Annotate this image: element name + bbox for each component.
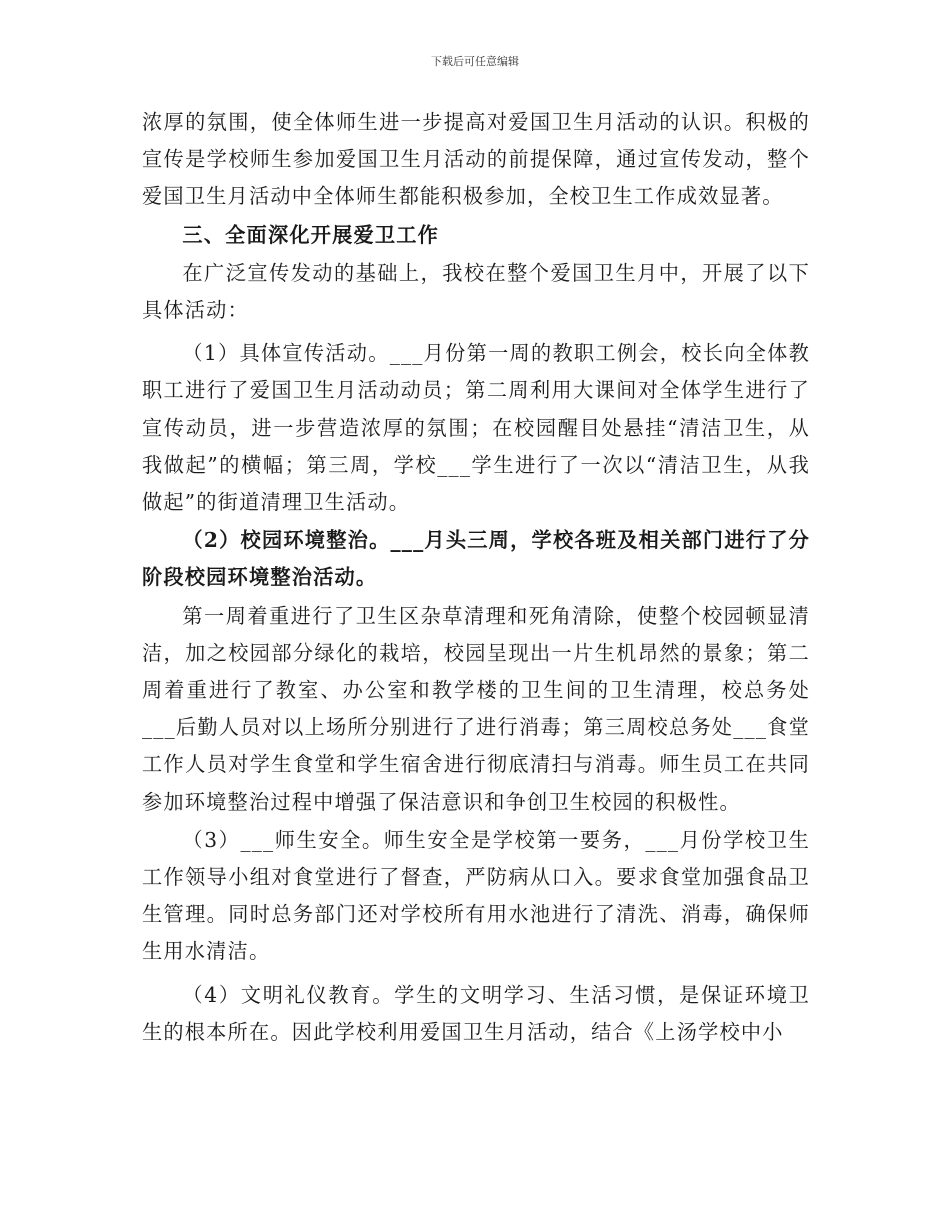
paragraph-item-4: （4）文明礼仪教育。学生的文明学习、生活习惯，是保证环境卫生的根本所在。因此学校利用爱国卫生月活动，结合《上汤学校中小 <box>142 982 810 1044</box>
paragraph-item-3: （3）___师生安全。师生安全是学校第一要务，___月份学校卫生工作领导小组对食堂进行了督查，严防病从口入。要求食堂加强食品卫生管理。同时总务部门还对学校所有用水池进行了清洗、消毒，确保师生用水清洁。 <box>142 827 810 964</box>
section-heading: 三、全面深化开展爱卫工作 <box>182 222 440 247</box>
paragraph-activities-intro: 在广泛宣传发动的基础上，我校在整个爱国卫生月中，开展了以下具体活动： <box>142 260 810 323</box>
paragraph-item-1: （1）具体宣传活动。___月份第一周的教职工例会，校长向全体教职工进行了爱国卫生月活动动员；第二周利用大课间对全体学生进行了宣传动员，进一步营造浓厚的氛围；在校园醒目处悬挂“清洁卫生，从我做起”的横幅；第三周，学校___学生进行了一次以“清洁卫生，从我做起”的街道清理卫生活动。 <box>142 341 810 515</box>
paragraph-item-2: （2）校园环境整治。___月头三周，学校各班及相关部门进行了分阶段校园环境整治活动。 <box>142 528 810 590</box>
paragraph-item-2-detail: 第一周着重进行了卫生区杂草清理和死角清除，使整个校园顿显清洁，加之校园部分绿化的栽培，校园呈现出一片生机昂然的景象；第二周着重进行了教室、办公室和教学楼的卫生间的卫生清理，校总务处___后勤人员对以上场所分别进行了进行消毒；第三周校总务处___食堂工作人员对学生食堂和学生宿舍进行彻底清扫与消毒。师生员工在共同参加环境整治过程中增强了保洁意识和争创卫生校园的积极性。 <box>142 603 810 814</box>
paragraph-intro: 浓厚的氛围，使全体师生进一步提高对爱国卫生月活动的认识。积极的宣传是学校师生参加爱国卫生月活动的前提保障，通过宣传发动，整个爱国卫生月活动中全体师生都能积极参加，全校卫生工作成效显著。 <box>142 110 810 209</box>
document-body <box>142 104 810 1051</box>
page-header: 下载后可任意编辑 <box>431 55 519 68</box>
